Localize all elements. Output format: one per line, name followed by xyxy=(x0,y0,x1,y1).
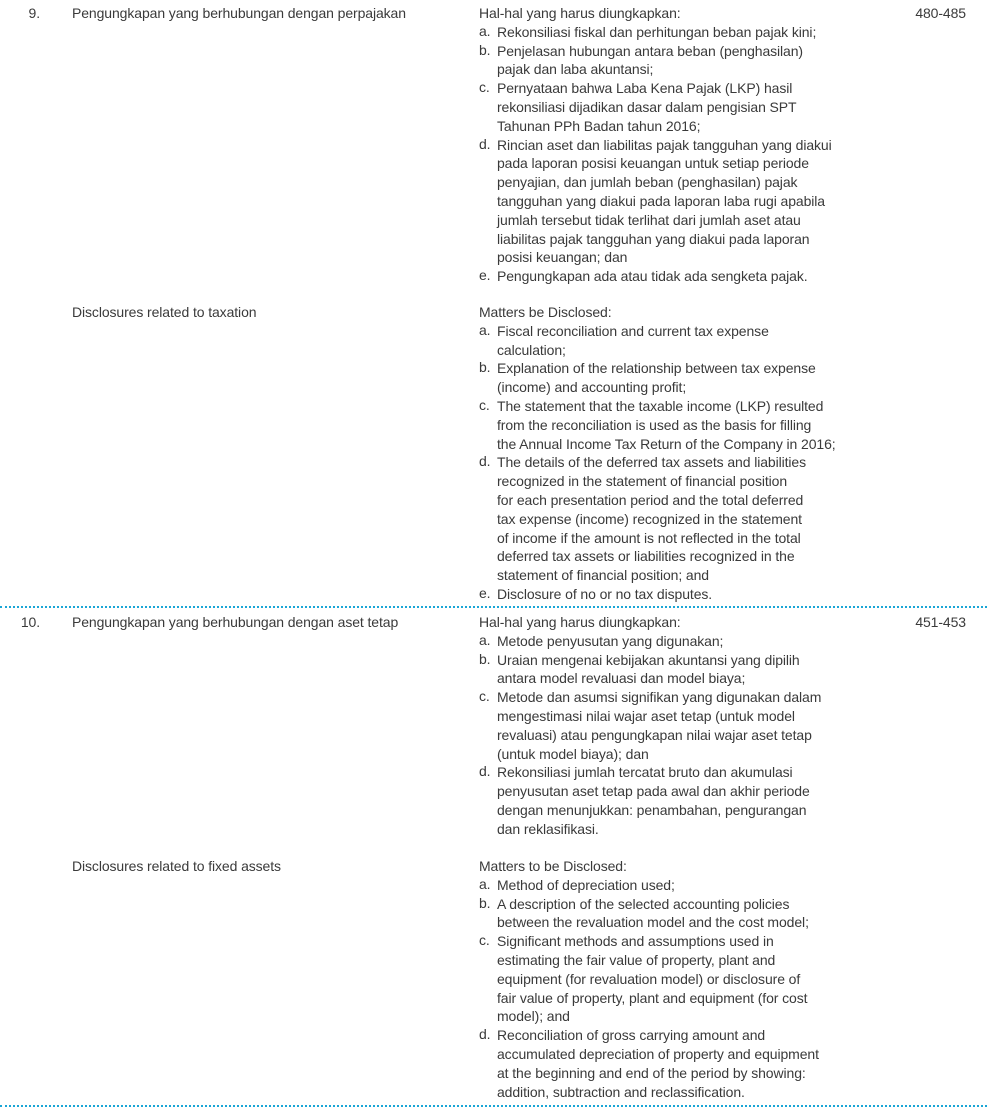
row-number: 9. xyxy=(28,5,40,21)
item-marker: a. xyxy=(479,631,491,648)
item-text: Metode penyusutan yang digunakan; xyxy=(497,632,724,649)
list-item xyxy=(479,688,889,763)
list-item xyxy=(479,763,889,838)
topic-id: Pengungkapan yang berhubungan dengan aset tetap xyxy=(72,614,399,630)
item-marker: a. xyxy=(479,875,491,892)
item-text: Significant methods and assumptions used in estimating the fair value of property, plant and equipment (for revaluation model) or disclosure of fair value of property, plant and equipment (for cost model); and xyxy=(497,933,808,1025)
list-item xyxy=(479,585,889,604)
list-item xyxy=(479,136,889,268)
item-marker: d. xyxy=(479,763,491,780)
row-divider xyxy=(0,606,987,608)
detail-list-id xyxy=(479,613,889,839)
topic-en: Disclosures related to fixed assets xyxy=(72,858,281,874)
list-item xyxy=(479,397,889,453)
detail-heading: Hal-hal yang harus diungkapkan: xyxy=(479,5,681,21)
item-text: Explanation of the relationship between tax expense (income) and accounting profit; xyxy=(497,360,816,396)
item-text: Method of depreciation used; xyxy=(497,876,675,893)
topic-en: Disclosures related to taxation xyxy=(72,304,257,320)
item-marker: a. xyxy=(479,321,491,338)
list-item xyxy=(479,453,889,585)
item-marker: e. xyxy=(479,584,491,601)
item-text: Metode dan asumsi signifikan yang digunakan dalam mengestimasi nilai wajar aset tetap (untuk model revaluasi) atau pengungkapan nilai wajar aset tetap (untuk model biaya); dan xyxy=(497,689,822,762)
list-item xyxy=(479,23,889,42)
item-text: Penjelasan hubungan antara beban (penghasilan) pajak dan laba akuntansi; xyxy=(497,42,803,78)
list-item xyxy=(479,895,889,933)
item-marker: d. xyxy=(479,135,491,152)
item-marker: c. xyxy=(479,932,490,949)
list-item xyxy=(479,79,889,135)
list-item xyxy=(479,322,889,360)
item-marker: d. xyxy=(479,1026,491,1043)
item-marker: b. xyxy=(479,894,491,911)
detail-list-en xyxy=(479,857,889,1101)
item-text: Rekonsiliasi fiskal dan perhitungan beban pajak kini; xyxy=(497,23,817,40)
item-text: Pengungkapan ada atau tidak ada sengketa pajak. xyxy=(497,268,808,285)
item-marker: c. xyxy=(479,396,490,413)
item-marker: b. xyxy=(479,650,491,667)
item-text: Rekonsiliasi jumlah tercatat bruto dan akumulasi penyusutan aset tetap pada awal dan akhir periode dengan menunjukkan: penambahan, pengurangan dan reklasifikasi. xyxy=(497,764,810,837)
item-text: Pernyataan bahwa Laba Kena Pajak (LKP) hasil rekonsiliasi dijadikan dasar dalam pengisian SPT Tahunan PPh Badan tahun 2016; xyxy=(497,80,797,134)
row-divider xyxy=(0,1105,987,1107)
page-reference: 480-485 xyxy=(915,5,966,21)
item-marker: a. xyxy=(479,22,491,39)
detail-list-id xyxy=(479,4,889,286)
item-text: A description of the selected accounting policies between the revaluation model and the cost model; xyxy=(497,895,809,931)
detail-list-en xyxy=(479,303,889,604)
row-number: 10. xyxy=(20,614,40,630)
list-item xyxy=(479,932,889,1026)
item-marker: b. xyxy=(479,359,491,376)
item-text: Fiscal reconciliation and current tax expense calculation; xyxy=(497,322,769,358)
item-text: Uraian mengenai kebijakan akuntansi yang dipilih antara model revaluasi dan model biaya; xyxy=(497,651,800,687)
list-item xyxy=(479,1026,889,1101)
detail-heading: Matters be Disclosed: xyxy=(479,304,612,320)
item-marker: c. xyxy=(479,688,490,705)
page-reference: 451-453 xyxy=(915,614,966,630)
item-text: Disclosure of no or no tax disputes. xyxy=(497,585,713,602)
item-marker: b. xyxy=(479,41,491,58)
topic-id: Pengungkapan yang berhubungan dengan perpajakan xyxy=(72,5,406,21)
item-marker: c. xyxy=(479,79,490,96)
item-text: Reconciliation of gross carrying amount and accumulated depreciation of property and equipment at the beginning and end of the period by showing: addition, subtraction and reclassification. xyxy=(497,1027,819,1100)
item-marker: e. xyxy=(479,267,491,284)
list-item xyxy=(479,267,889,286)
item-marker: d. xyxy=(479,453,491,470)
detail-heading: Hal-hal yang harus diungkapkan: xyxy=(479,614,681,630)
list-item xyxy=(479,632,889,651)
list-item xyxy=(479,876,889,895)
item-text: Rincian aset dan liabilitas pajak tangguhan yang diakui pada laporan posisi keuangan untuk setiap periode penyajian, dan jumlah beban (penghasilan) pajak tangguhan yang diakui pada laporan laba rugi apabila jumlah tersebut tidak terlihat dari jumlah aset atau liabilitas pajak tangguhan yang diakui pada laporan posisi keuangan; dan xyxy=(497,136,832,266)
list-item xyxy=(479,651,889,689)
list-item xyxy=(479,42,889,80)
item-text: The details of the deferred tax assets and liabilities recognized in the statement of financial position for each presentation period and the total deferred tax expense (income) recognized in the statement of income if the amount is not reflected in the total deferred tax assets or liabilities recognized in the statement of financial position; and xyxy=(497,454,806,584)
item-text: The statement that the taxable income (LKP) resulted from the reconciliation is used as the basis for filling the Annual Income Tax Return of the Company in 2016; xyxy=(497,397,836,452)
detail-heading: Matters to be Disclosed: xyxy=(479,858,627,874)
list-item xyxy=(479,359,889,397)
